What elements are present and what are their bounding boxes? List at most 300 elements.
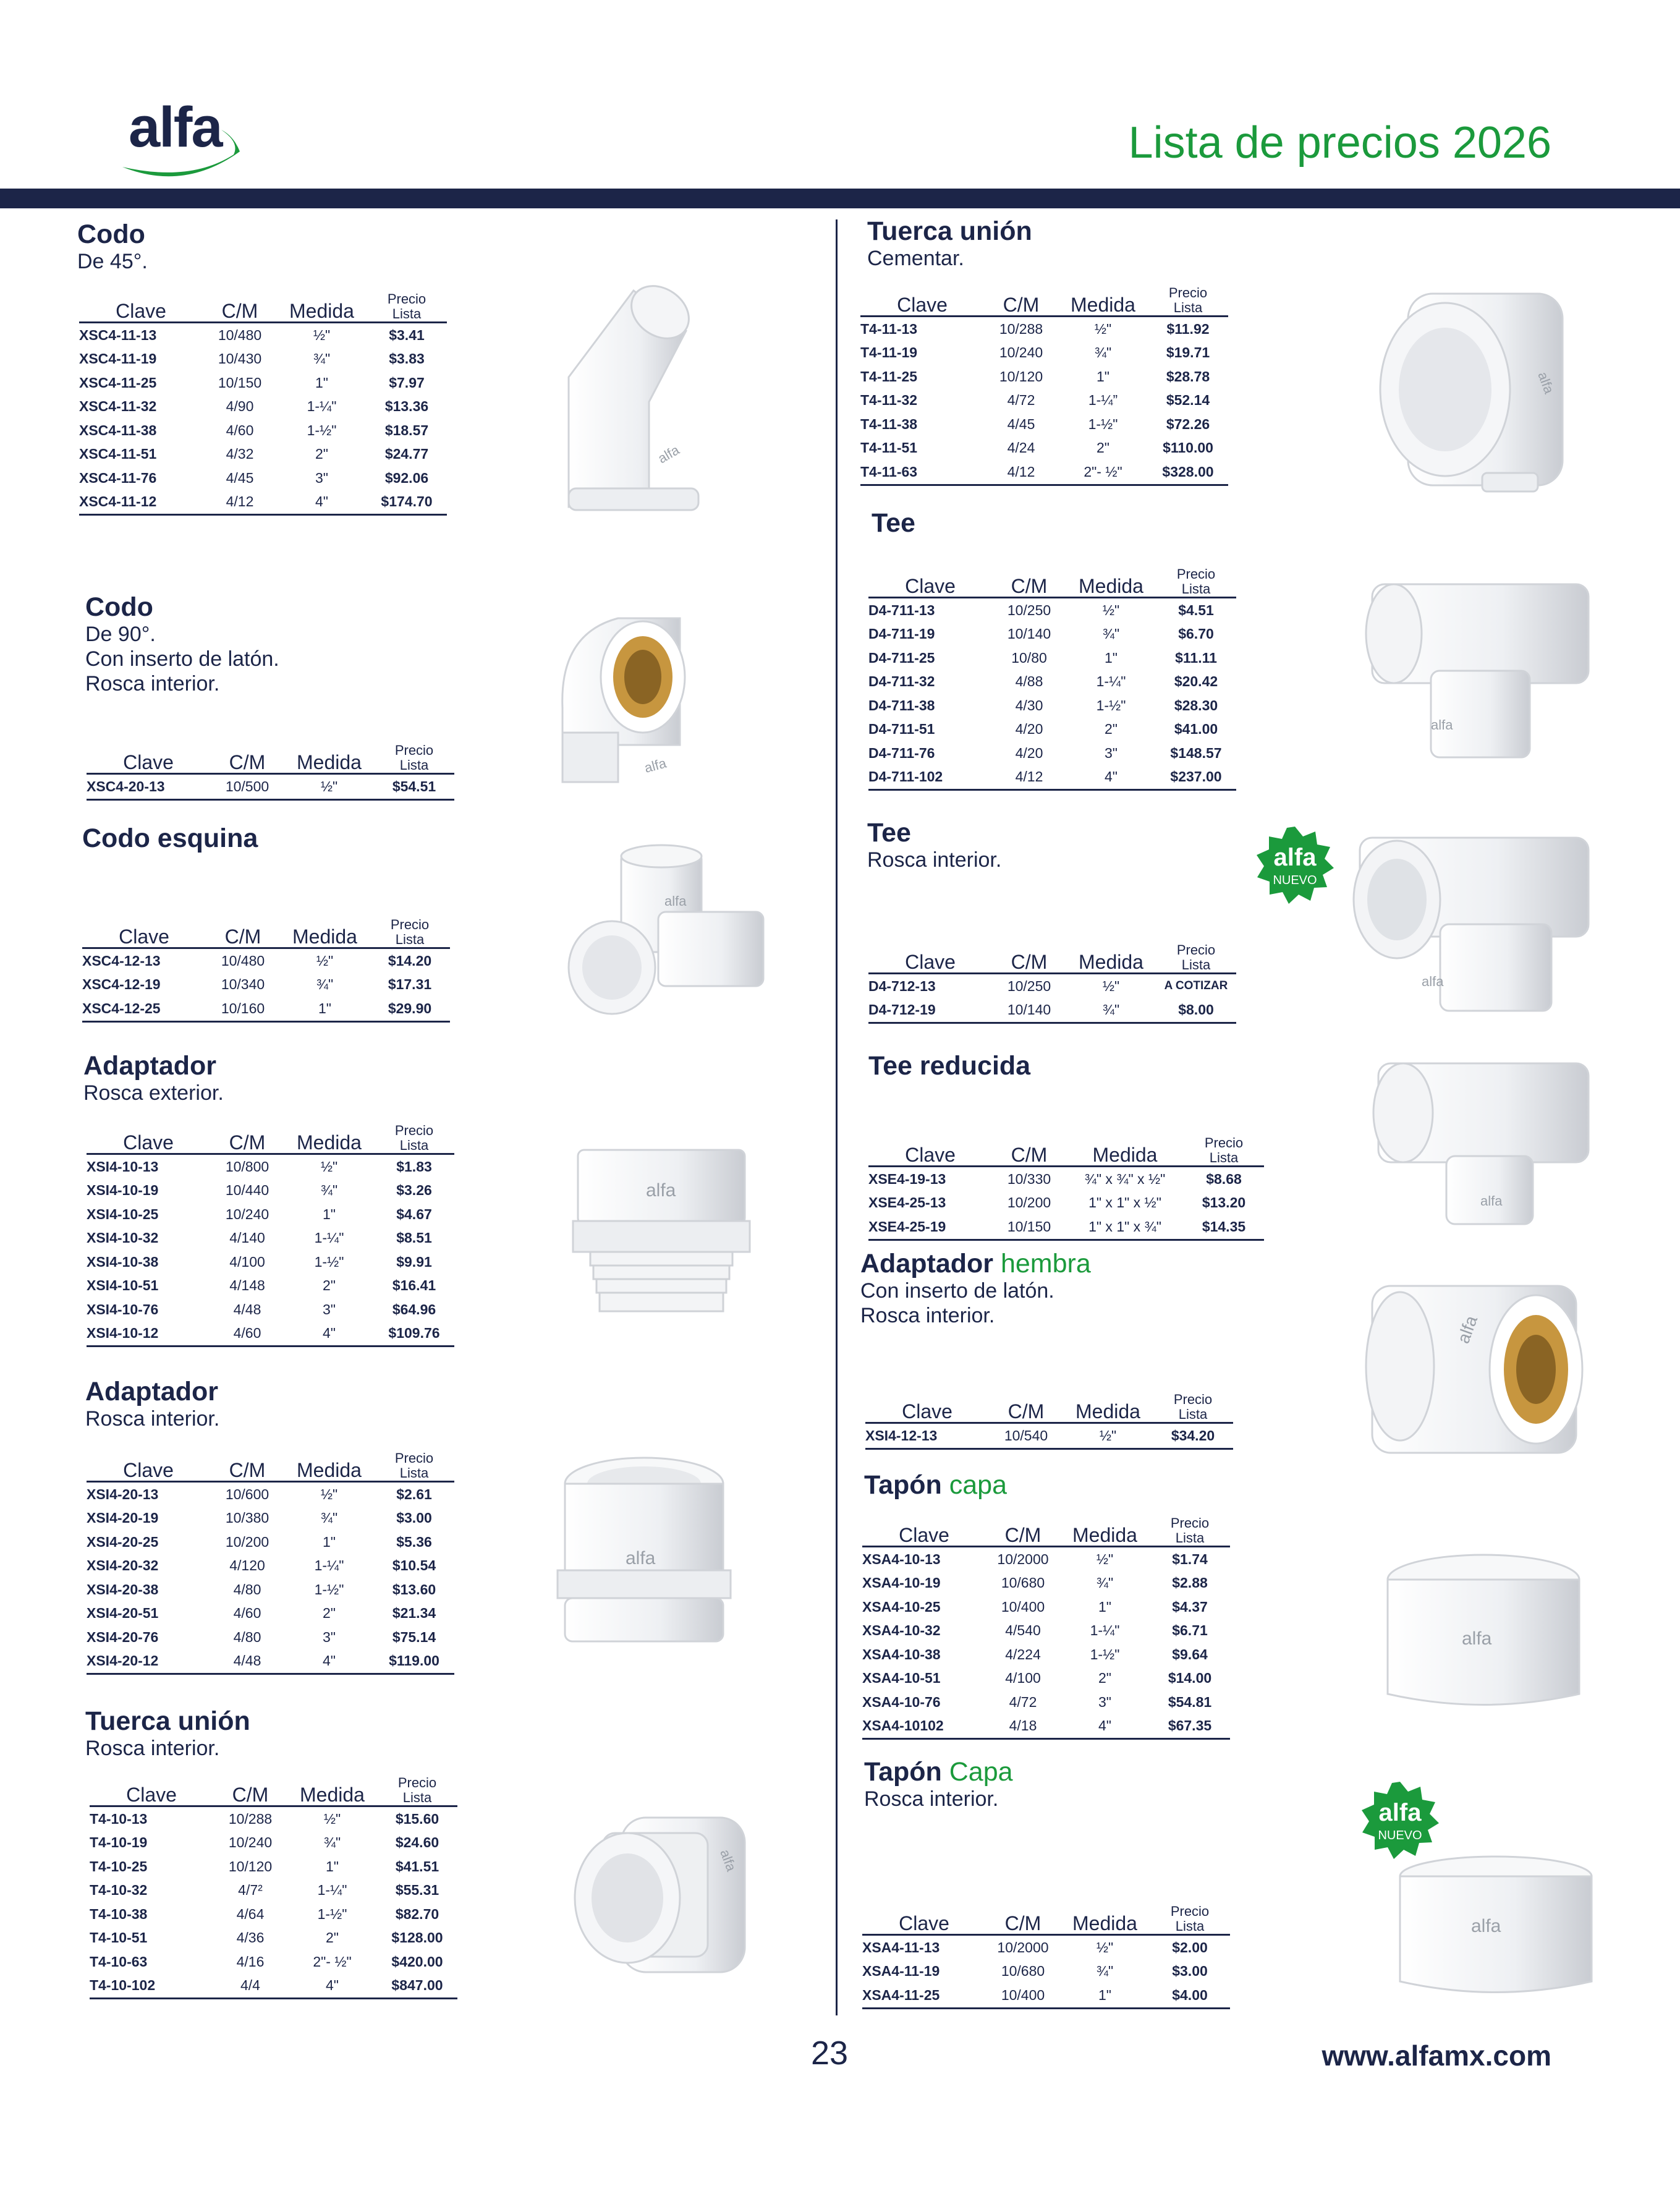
cell-medida: 2" — [1097, 440, 1109, 456]
section-desc: De 90°. — [85, 623, 156, 646]
cell-medida: ¾" — [323, 1834, 341, 1851]
header-precio_2: Lista — [1173, 300, 1203, 315]
badge-brand: alfa — [1378, 1799, 1422, 1826]
codo-esquina-image — [566, 844, 770, 1017]
table-row — [862, 1595, 1230, 1619]
header-clave: Clave — [123, 1131, 174, 1154]
cell-cm: 10/400 — [1001, 1598, 1045, 1615]
cell-cm: 4/7² — [238, 1882, 263, 1899]
section-desc: Cementar. — [867, 247, 964, 270]
cell-precio: $11.11 — [1175, 649, 1217, 666]
cell-medida: ½" — [1102, 977, 1120, 994]
header-medida: Medida — [1072, 1524, 1137, 1546]
cell-medida: 1-¼" — [307, 398, 337, 415]
header-medida: Medida — [297, 1459, 362, 1481]
cell-cm: 4/45 — [1007, 415, 1035, 432]
cell-cm: 10/200 — [225, 1533, 269, 1550]
product-logo: alfa — [1471, 1916, 1501, 1936]
table-header — [868, 1128, 1264, 1167]
header-precio_1: Precio — [394, 1450, 434, 1466]
cell-precio: $19.71 — [1166, 344, 1210, 361]
cell-precio: $55.31 — [395, 1882, 439, 1899]
cell-precio: $174.70 — [381, 493, 433, 510]
cell-clave: D4-711-19 — [868, 626, 935, 642]
table-row — [868, 694, 1236, 718]
cell-cm: 10/288 — [228, 1810, 273, 1827]
header-precio_2: Lista — [1209, 1150, 1239, 1165]
cell-medida: 1-½" — [317, 1905, 347, 1922]
section-tee-rosca — [867, 818, 1001, 872]
cell-clave: XSA4-10102 — [862, 1717, 944, 1734]
table-row — [868, 718, 1236, 742]
price-table — [862, 1897, 1230, 2009]
cell-precio: $1.74 — [1172, 1551, 1208, 1567]
table-header — [862, 1897, 1230, 1936]
table-row — [862, 1572, 1230, 1596]
cell-precio: $10.54 — [392, 1557, 436, 1574]
price-table — [79, 284, 447, 516]
section-desc: Rosca exterior. — [83, 1081, 224, 1105]
table-row — [868, 598, 1236, 623]
header-precio_1: Precio — [394, 742, 434, 758]
table-row — [87, 1578, 454, 1602]
cell-precio: $13.20 — [1202, 1194, 1246, 1211]
cell-clave: T4-10-63 — [90, 1953, 148, 1970]
cell-precio: $82.70 — [395, 1905, 439, 1922]
cell-medida: 1-½" — [314, 1253, 344, 1270]
header-precio-lista — [1148, 286, 1228, 315]
section-title — [864, 1470, 1007, 1500]
cell-medida: 1-¼" — [1096, 673, 1126, 690]
price-table — [862, 1508, 1230, 1740]
cell-medida: 4" — [315, 493, 328, 510]
cell-clave: T4-11-19 — [860, 344, 918, 361]
section-title: Adaptador — [85, 1377, 218, 1406]
cell-medida: 1-½" — [1096, 697, 1126, 713]
cell-clave: D4-711-13 — [868, 602, 935, 618]
cell-clave: XSC4-12-13 — [82, 952, 161, 969]
cell-precio: $8.00 — [1178, 1002, 1214, 1018]
cell-precio: $3.83 — [389, 351, 425, 367]
cell-medida: ¾" — [316, 976, 334, 993]
header-precio_1: Precio — [390, 917, 430, 932]
cell-clave: XSC4-11-38 — [79, 422, 157, 438]
cell-cm: 10/680 — [1001, 1575, 1045, 1591]
cell-cm: 4/4 — [240, 1977, 260, 1994]
table-row — [87, 1507, 454, 1531]
cell-medida: ½" — [320, 1158, 338, 1175]
cell-clave: XSI4-10-13 — [87, 1158, 159, 1175]
title-accent: hembra — [1000, 1249, 1091, 1278]
table-row — [79, 466, 447, 490]
header-clave: Clave — [902, 1400, 952, 1423]
table-row — [82, 949, 450, 973]
cell-precio: $17.31 — [388, 976, 432, 993]
cell-clave: XSI4-10-76 — [87, 1301, 159, 1317]
cell-precio: $4.51 — [1178, 602, 1214, 618]
cell-precio: $6.70 — [1178, 626, 1214, 642]
page-title: Lista de precios 2026 — [1128, 118, 1551, 168]
section-tuerca-rosca — [85, 1706, 250, 1761]
cell-precio: $13.36 — [384, 398, 429, 415]
cell-cm: 10/800 — [225, 1158, 269, 1175]
table-row — [87, 775, 454, 801]
cell-precio: $54.51 — [392, 778, 436, 794]
header-medida: Medida — [297, 751, 362, 773]
cell-medida: 1" x 1" x ½" — [1088, 1194, 1161, 1211]
header-clave: Clave — [899, 1524, 949, 1546]
cell-precio: $75.14 — [392, 1628, 436, 1645]
section-adaptador-interior — [85, 1377, 219, 1431]
cell-cm: 10/240 — [999, 344, 1043, 361]
cell-clave: T4-10-25 — [90, 1858, 148, 1874]
cell-cm: 10/2000 — [997, 1939, 1049, 1955]
table-row — [862, 1619, 1230, 1643]
cell-precio: $119.00 — [389, 1653, 439, 1669]
cell-clave: XSI4-10-19 — [87, 1182, 159, 1199]
section-desc: Con inserto de latón. — [860, 1279, 1054, 1303]
table-row — [860, 341, 1228, 365]
cell-cm: 10/240 — [225, 1206, 269, 1222]
cell-cm: 10/600 — [225, 1486, 269, 1502]
header-precio-lista — [1153, 1392, 1233, 1422]
section-tee — [872, 508, 915, 538]
cell-cm: 4/48 — [233, 1301, 261, 1317]
table-row — [79, 323, 447, 347]
cell-medida: ½" — [323, 1810, 341, 1827]
cell-clave: T4-11-51 — [860, 440, 918, 456]
table-row — [87, 1155, 454, 1179]
table-header — [865, 1385, 1233, 1424]
table-row — [87, 1202, 454, 1227]
table-row — [82, 997, 450, 1023]
table-row — [79, 490, 447, 516]
cell-clave: XSA4-10-51 — [862, 1670, 941, 1687]
table-row — [90, 1855, 457, 1879]
header-precio-lista — [374, 1123, 454, 1153]
section-adaptador-hembra — [860, 1249, 1091, 1328]
price-table — [82, 910, 450, 1023]
cell-precio: $5.36 — [396, 1533, 432, 1550]
header-precio_2: Lista — [1175, 1918, 1205, 1934]
cell-medida: 1-¼" — [314, 1557, 344, 1574]
cell-medida: 1-½" — [1088, 415, 1118, 432]
table-row — [860, 317, 1228, 341]
brand-logo — [129, 96, 222, 159]
header-medida: Medida — [1071, 294, 1135, 316]
cell-precio: $4.67 — [396, 1206, 432, 1222]
cell-medida: 4" — [1098, 1717, 1111, 1734]
cell-clave: T4-10-19 — [90, 1834, 148, 1851]
tee-image — [1360, 578, 1595, 764]
page-number: 23 — [811, 2035, 849, 2072]
header-cm: C/M — [1003, 294, 1040, 316]
cell-cm: 4/32 — [226, 446, 254, 462]
cell-medida: ¾" — [1096, 1963, 1114, 1980]
price-table — [865, 1385, 1233, 1450]
cell-medida: ¾" — [1102, 626, 1120, 642]
header-clave: Clave — [897, 294, 948, 316]
cell-cm: 4/12 — [1015, 768, 1043, 785]
cell-clave: XSC4-11-19 — [79, 351, 157, 367]
cell-medida: 1-½" — [314, 1581, 344, 1598]
cell-precio: $92.06 — [384, 469, 429, 486]
cell-precio: $21.34 — [392, 1605, 436, 1622]
tuerca-rosca-image — [566, 1808, 770, 1981]
section-title: Tuerca unión — [867, 216, 1032, 246]
cell-medida: 1" — [323, 1533, 336, 1550]
adaptador-exterior-image — [572, 1147, 751, 1320]
cell-precio: $109.76 — [388, 1325, 440, 1342]
cell-cm: 4/36 — [236, 1929, 265, 1946]
cell-cm: 10/120 — [228, 1858, 273, 1874]
website-link[interactable]: www.alfamx.com — [1322, 2040, 1551, 2072]
table-header — [862, 1508, 1230, 1547]
cell-medida: 1" — [1105, 649, 1118, 666]
section-desc: Rosca interior. — [864, 1787, 999, 1811]
cell-cm: 4/48 — [233, 1653, 261, 1669]
cell-medida: 1" — [318, 1000, 331, 1016]
header-bar — [0, 189, 1680, 208]
cell-medida: ½" — [320, 1486, 338, 1502]
cell-clave: XSI4-10-32 — [87, 1230, 159, 1246]
header-clave: Clave — [123, 1459, 174, 1481]
cell-clave: XSC4-11-13 — [79, 326, 157, 343]
section-desc: Rosca interior. — [85, 672, 220, 696]
cell-medida: 4" — [323, 1325, 336, 1342]
cell-medida: 2" — [323, 1605, 336, 1622]
cell-precio: $328.00 — [1162, 463, 1214, 480]
table-header — [868, 935, 1236, 974]
header-clave: Clave — [126, 1784, 177, 1806]
table-row — [79, 347, 447, 372]
cell-precio: $3.00 — [1172, 1963, 1208, 1980]
header-medida: Medida — [297, 1131, 362, 1154]
cell-precio: $20.42 — [1174, 673, 1218, 690]
header-precio-lista — [374, 1451, 454, 1481]
cell-medida: 3" — [1098, 1693, 1111, 1710]
cell-clave: XSC4-20-13 — [87, 778, 165, 794]
cell-precio: $14.35 — [1202, 1218, 1246, 1235]
header-precio_2: Lista — [399, 1465, 429, 1481]
section-tee-reducida — [868, 1051, 1030, 1081]
cell-precio: $52.14 — [1166, 392, 1210, 409]
cell-precio: $14.20 — [388, 952, 432, 969]
cell-cm: 10/540 — [1004, 1427, 1048, 1444]
product-logo: alfa — [1422, 974, 1444, 989]
table-row — [87, 1649, 454, 1675]
product-logo: alfa — [717, 1847, 739, 1874]
header-precio_2: Lista — [1181, 581, 1211, 597]
cell-clave: XSC4-12-19 — [82, 976, 161, 993]
cell-cm: 10/240 — [228, 1834, 273, 1851]
table-row — [90, 1807, 457, 1831]
cell-precio: A COTIZAR — [1164, 979, 1228, 993]
cell-precio: $2.00 — [1172, 1939, 1208, 1955]
cell-cm: 4/64 — [236, 1905, 265, 1922]
header-precio-lista — [370, 917, 450, 947]
table-row — [87, 1322, 454, 1348]
cell-cm: 10/250 — [1007, 977, 1051, 994]
tee-rosca-image — [1347, 832, 1595, 1017]
cell-clave: XSA4-10-76 — [862, 1693, 941, 1710]
tapon-capa-image — [1381, 1552, 1585, 1719]
cell-cm: 10/140 — [1007, 626, 1051, 642]
table-row — [860, 436, 1228, 461]
table-header — [90, 1768, 457, 1807]
table-row — [90, 1926, 457, 1951]
badge-label: NUEVO — [1273, 874, 1317, 887]
cell-cm: 4/140 — [229, 1230, 265, 1246]
section-adaptador-exterior — [83, 1051, 224, 1105]
header-precio_1: Precio — [1170, 1904, 1210, 1919]
cell-cm: 10/80 — [1011, 649, 1047, 666]
cell-cm: 4/100 — [229, 1253, 265, 1270]
cell-cm: 4/90 — [226, 398, 254, 415]
cell-clave: XSI4-10-38 — [87, 1253, 159, 1270]
cell-precio: $67.35 — [1168, 1717, 1212, 1734]
cell-medida: 2" — [315, 446, 328, 462]
header-precio-lista — [1156, 943, 1236, 972]
cell-medida: 1" — [315, 374, 328, 391]
product-logo: alfa — [1480, 1193, 1503, 1209]
cell-medida: 4" — [326, 1977, 339, 1994]
cell-clave: XSA4-10-32 — [862, 1622, 941, 1639]
table-row — [862, 1547, 1230, 1572]
cell-clave: XSC4-11-32 — [79, 398, 157, 415]
cell-medida: ½" — [313, 326, 331, 343]
cell-cm: 10/380 — [225, 1510, 269, 1526]
table-row — [87, 1274, 454, 1298]
table-row — [860, 412, 1228, 436]
cell-precio: $41.00 — [1174, 721, 1218, 738]
cell-cm: 4/60 — [233, 1325, 261, 1342]
cell-precio: $148.57 — [1170, 744, 1222, 761]
table-row — [860, 389, 1228, 413]
cell-cm: 10/340 — [221, 976, 265, 993]
price-table — [860, 278, 1228, 486]
cell-clave: XSA4-10-13 — [862, 1551, 941, 1567]
tuerca-cementar-image — [1371, 287, 1575, 498]
cell-cm: 10/480 — [221, 952, 265, 969]
cell-cm: 10/150 — [218, 374, 262, 391]
table-row — [868, 765, 1236, 791]
cell-cm: 10/440 — [225, 1182, 269, 1199]
section-title — [860, 1249, 1091, 1278]
cell-cm: 10/150 — [1007, 1218, 1051, 1235]
price-table — [87, 1444, 454, 1675]
cell-cm: 4/72 — [1009, 1693, 1037, 1710]
header-precio_2: Lista — [395, 932, 425, 947]
cell-clave: T4-11-32 — [860, 392, 918, 409]
header-precio-lista — [367, 292, 447, 321]
codo-90-image — [550, 603, 692, 794]
cell-precio: $54.81 — [1168, 1693, 1212, 1710]
cell-precio: $4.37 — [1172, 1598, 1208, 1615]
cell-precio: $28.30 — [1174, 697, 1218, 713]
header-medida: Medida — [1075, 1400, 1140, 1423]
cell-precio: $128.00 — [391, 1929, 443, 1946]
cell-cm: 4/30 — [1015, 697, 1043, 713]
cell-medida: 3" — [323, 1628, 336, 1645]
cell-medida: ¾" — [313, 351, 331, 367]
cell-clave: D4-711-32 — [868, 673, 935, 690]
header-clave: Clave — [123, 751, 174, 773]
section-title: Tuerca unión — [85, 1706, 250, 1736]
header-medida: Medida — [1079, 575, 1143, 597]
table-row — [90, 1950, 457, 1974]
table-row — [868, 623, 1236, 647]
header-medida: Medida — [289, 300, 354, 322]
cell-precio: $2.61 — [396, 1486, 432, 1502]
cell-cm: 10/288 — [999, 320, 1043, 337]
section-title: Codo — [85, 592, 153, 622]
cell-precio: $24.77 — [384, 446, 429, 462]
cell-medida: 1" — [1097, 368, 1109, 385]
table-row — [87, 1250, 454, 1274]
tee-reducida-image — [1366, 1057, 1595, 1230]
cell-medida: 1" — [1098, 1598, 1111, 1615]
badge-brand: alfa — [1273, 844, 1317, 871]
table-row — [868, 741, 1236, 765]
section-title: Tee — [872, 508, 915, 538]
section-codo-90 — [85, 592, 279, 696]
cell-clave: T4-10-38 — [90, 1905, 148, 1922]
cell-precio: $6.71 — [1172, 1622, 1208, 1639]
table-header — [79, 284, 447, 323]
cell-medida: 1" — [326, 1858, 339, 1874]
cell-medida: ½" — [1094, 320, 1112, 337]
cell-clave: XSI4-10-25 — [87, 1206, 159, 1222]
header-cm: C/M — [1011, 951, 1048, 973]
header-precio_1: Precio — [1204, 1135, 1244, 1151]
cell-medida: 1" x 1" x ¾" — [1088, 1218, 1161, 1235]
table-row — [862, 1936, 1230, 1960]
header-precio_1: Precio — [1168, 285, 1208, 300]
cell-medida: 2" — [1098, 1670, 1111, 1687]
cell-precio: $3.26 — [396, 1182, 432, 1199]
cell-clave: XSC4-11-25 — [79, 374, 157, 391]
cell-precio: $847.00 — [391, 1977, 443, 1994]
header-precio-lista — [377, 1776, 457, 1805]
cell-medida: 1-¼" — [317, 1882, 347, 1899]
cell-precio: $7.97 — [389, 374, 425, 391]
cell-clave: XSI4-10-12 — [87, 1325, 159, 1342]
nuevo-badge — [1360, 1780, 1440, 1861]
cell-clave: XSI4-20-25 — [87, 1533, 159, 1550]
header-precio_1: Precio — [1173, 1392, 1213, 1407]
section-title: Tee — [867, 818, 911, 848]
cell-cm: 4/100 — [1005, 1670, 1041, 1687]
cell-cm: 4/12 — [226, 493, 254, 510]
cell-cm: 4/12 — [1007, 463, 1035, 480]
cell-clave: T4-11-63 — [860, 463, 918, 480]
table-row — [79, 443, 447, 467]
cell-clave: D4-712-19 — [868, 1002, 936, 1018]
cell-cm: 4/60 — [233, 1605, 261, 1622]
header-cm: C/M — [1004, 1912, 1042, 1934]
cell-clave: D4-711-51 — [868, 721, 935, 738]
brand-name: alfa — [129, 96, 222, 159]
cell-medida: 1-¼" — [1090, 1622, 1120, 1639]
cell-clave: XSI4-20-51 — [87, 1605, 159, 1622]
cell-medida: ¾" — [320, 1182, 338, 1199]
product-logo: alfa — [664, 893, 687, 909]
table-row — [87, 1625, 454, 1649]
cell-cm: 4/224 — [1005, 1646, 1041, 1662]
cell-clave: XSA4-10-25 — [862, 1598, 941, 1615]
cell-medida: 2"- ½" — [313, 1953, 352, 1970]
